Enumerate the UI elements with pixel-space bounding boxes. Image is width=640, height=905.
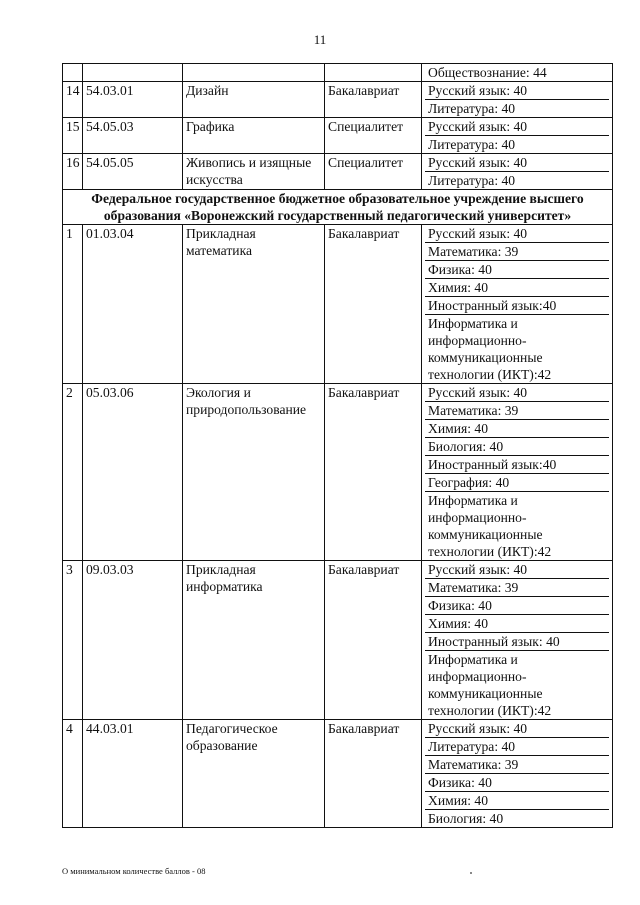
subject-minimum: Русский язык: 40	[425, 82, 609, 100]
program-name: Прикладная информатика	[183, 561, 325, 720]
program-name: Живопись и изящные искусства	[183, 154, 325, 190]
subject-minimum: Информатика и информационно-коммуникационные технологии (ИКТ):42	[428, 652, 552, 718]
subject-minimum: Русский язык: 40	[425, 384, 609, 402]
program-name: Дизайн	[183, 82, 325, 118]
subject-minimum: Литература: 40	[428, 101, 516, 116]
subject-minimum: Литература: 40	[428, 137, 516, 152]
subject-minimum: Математика: 39	[425, 756, 609, 774]
subject-minimum: Информатика и информационно-коммуникационные технологии (ИКТ):42	[428, 493, 552, 559]
subject-list	[422, 64, 613, 82]
footer-note: О минимальном количестве баллов - 08	[62, 866, 206, 876]
subject-minimum: Химия: 40	[425, 420, 609, 438]
subject-minimum: Русский язык: 40	[425, 154, 609, 172]
program-code: 01.03.04	[83, 225, 183, 384]
subject-list	[422, 720, 613, 828]
subject-minimum: Русский язык: 40	[425, 225, 609, 243]
subject-minimum: Математика: 39	[425, 402, 609, 420]
row-number	[63, 64, 83, 82]
subject-minimum: Иностранный язык: 40	[425, 633, 609, 651]
row-number: 4	[63, 720, 83, 828]
subject-minimum: Биология: 40	[428, 811, 504, 826]
subject-list	[422, 82, 613, 118]
program-code: 05.03.06	[83, 384, 183, 561]
subject-list	[422, 384, 613, 561]
program-level: Бакалавриат	[325, 561, 422, 720]
program-level: Бакалавриат	[325, 225, 422, 384]
program-name: Графика	[183, 118, 325, 154]
subject-minimum: Информатика и информационно-коммуникационные технологии (ИКТ):42	[428, 316, 552, 382]
subject-list	[422, 561, 613, 720]
program-level	[325, 64, 422, 82]
table-row	[63, 225, 613, 384]
program-name: Прикладная математика	[183, 225, 325, 384]
scan-speck	[470, 872, 472, 874]
subject-minimum: Химия: 40	[425, 615, 609, 633]
program-level: Бакалавриат	[325, 384, 422, 561]
program-code: 54.03.01	[83, 82, 183, 118]
program-name: Экология и природопользование	[183, 384, 325, 561]
program-name: Педагогическое образование	[183, 720, 325, 828]
program-code: 54.05.05	[83, 154, 183, 190]
program-level: Специалитет	[325, 118, 422, 154]
row-number: 14	[63, 82, 83, 118]
table-row	[63, 561, 613, 720]
table-row	[63, 118, 613, 154]
top-rows	[63, 64, 613, 190]
subject-list	[422, 154, 613, 190]
row-number: 15	[63, 118, 83, 154]
table-row	[63, 720, 613, 828]
subject-list	[422, 118, 613, 154]
program-code	[83, 64, 183, 82]
org-heading: Федеральное государственное бюджетное образовательное учреждение высшего образования «Воронежский государственный педагогический университет»	[63, 190, 613, 225]
subject-minimum: Иностранный язык:40	[425, 297, 609, 315]
programs-table	[62, 63, 613, 828]
program-level: Бакалавриат	[325, 720, 422, 828]
subject-minimum: Математика: 39	[425, 579, 609, 597]
table-row	[63, 154, 613, 190]
subject-minimum: Обществознание: 44	[428, 65, 547, 80]
program-code: 09.03.03	[83, 561, 183, 720]
subject-minimum: Химия: 40	[425, 792, 609, 810]
subject-minimum: Физика: 40	[425, 597, 609, 615]
table-row	[63, 64, 613, 82]
org-heading-section	[63, 190, 613, 225]
subject-minimum: Математика: 39	[425, 243, 609, 261]
subject-minimum: Биология: 40	[425, 438, 609, 456]
program-level: Бакалавриат	[325, 82, 422, 118]
subject-minimum: Русский язык: 40	[425, 720, 609, 738]
subject-minimum: Литература: 40	[428, 173, 516, 188]
subject-minimum: Химия: 40	[425, 279, 609, 297]
row-number: 3	[63, 561, 83, 720]
row-number: 16	[63, 154, 83, 190]
subject-list	[422, 225, 613, 384]
program-level: Специалитет	[325, 154, 422, 190]
subject-minimum: Русский язык: 40	[425, 561, 609, 579]
page-number: 11	[313, 32, 327, 47]
subject-minimum: Физика: 40	[425, 774, 609, 792]
subject-minimum: Иностранный язык:40	[425, 456, 609, 474]
program-code: 44.03.01	[83, 720, 183, 828]
subject-minimum: Физика: 40	[425, 261, 609, 279]
program-code: 54.05.03	[83, 118, 183, 154]
table-row	[63, 384, 613, 561]
table-row	[63, 82, 613, 118]
program-name	[183, 64, 325, 82]
row-number: 2	[63, 384, 83, 561]
subject-minimum: Литература: 40	[425, 738, 609, 756]
subject-minimum: Русский язык: 40	[425, 118, 609, 136]
bottom-rows	[63, 225, 613, 828]
row-number: 1	[63, 225, 83, 384]
subject-minimum: География: 40	[425, 474, 609, 492]
